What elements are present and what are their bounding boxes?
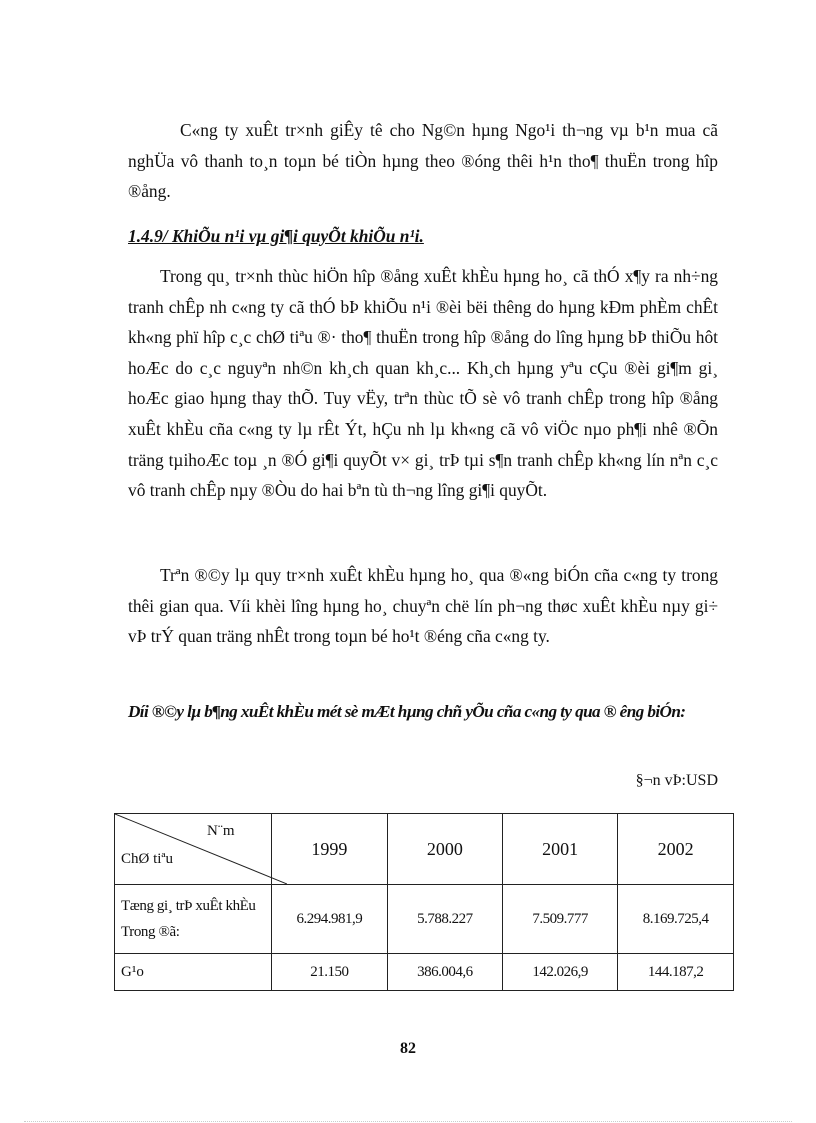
table-intro-heading: Díi ®©y lµ b¶ng xuÊt khÈu mét sè mÆt hµng chñ yÕu cña c«ng ty qua ® êng biÓn: [128, 702, 686, 721]
paragraph-payment-text: C«ng ty xuÊt tr×nh giÊy tê cho Ng©n hµng Ngo¹i th¬ng vµ b¹n mua cã nghÜa vô thanh to¸n toµn bé tiÒn hµng theo ®óng thêi h¹n tho¶ thuËn trong hîp ®ång. [128, 120, 718, 202]
row-label-total-line1: Tæng gi¸ trÞ xuÊt khÈu [121, 898, 256, 914]
table-cell: 142.026,9 [502, 954, 617, 991]
unit-label: §¬n vÞ:USD [635, 772, 718, 789]
row-label-total [115, 885, 272, 954]
paragraph-disputes-text: Trong qu¸ tr×nh thùc hiÖn hîp ®ång xuÊt khÈu hµng ho¸ cã thÓ x¶y ra nh÷ng tranh chÊp nh c«ng ty cã thÓ bÞ khiÕu n¹i ®èi bëi thêng do hµng kÐm phÈm chÊt kh«ng phï hîp c¸c chØ tiªu ®· tho¶ thuËn trong hîp ®ång do lîng hµng bÞ thiÕu hôt hoÆc do c¸c nguyªn nh©n kh¸ch quan kh¸c... Kh¸ch hµng yªu cÇu ®èi gi¶m gi¸ hoÆc giao hµng thay thÕ. Tuy vËy, trªn thùc tÕ sè vô tranh chÊp trong hîp ®ång xuÊt khÈu cña c«ng ty lµ rÊt Ýt, hÇu nh lµ kh«ng cã vô viÖc nµo ph¶i nhê ®Õn träng tµihoÆc toµ ¸n ®Ó gi¶i quyÕt v× gi¸ trÞ tµi s¶n tranh chÊp kh«ng lín nªn c¸c vô tranh chÊp nµy ®Òu do hai bªn tù th¬ng lîng gi¶i quyÕt. [128, 266, 718, 501]
corner-diagonal-line [115, 814, 287, 884]
table-cell: 386.004,6 [387, 954, 502, 991]
table-row [115, 885, 734, 954]
paragraph-payment [128, 115, 718, 207]
table-cell: 8.169.725,4 [618, 885, 734, 954]
page-number: 82 [400, 1040, 416, 1057]
table-row [115, 954, 734, 991]
table-cell: 5.788.227 [387, 885, 502, 954]
export-table [114, 813, 734, 991]
paragraph-summary-text: Trªn ®©y lµ quy tr×nh xuÊt khÈu hµng ho¸ qua ®«ng biÓn cña c«ng ty trong thêi gian qua. Víi khèi lîng hµng ho¸ chuyªn chë lín ph¬ng thøc xuÊt khÈu nµy gi÷ vÞ trÝ quan träng nhÊt trong toµn bé ho¹t ®éng cña c«ng ty. [128, 565, 718, 647]
row-label-total-line2: Trong ®ã: [121, 924, 180, 940]
table-header-row [115, 814, 734, 885]
table-cell: 21.150 [272, 954, 388, 991]
corner-indicator-label: ChØ tiªu [121, 851, 174, 867]
table-cell: 6.294.981,9 [272, 885, 388, 954]
paragraph-summary [128, 560, 718, 652]
year-header-2002: 2002 [618, 814, 734, 885]
row-label-rice: G¹o [115, 954, 272, 991]
section-heading: 1.4.9/ KhiÕu n¹i vµ gi¶i quyÕt khiÕu n¹i. [128, 226, 424, 246]
year-header-2000: 2000 [387, 814, 502, 885]
footer-divider [24, 1121, 792, 1122]
table-corner-cell [115, 814, 272, 885]
table-cell: 7.509.777 [502, 885, 617, 954]
corner-year-label: N¨m [207, 823, 235, 839]
table-cell: 144.187,2 [618, 954, 734, 991]
year-header-2001: 2001 [502, 814, 617, 885]
year-header-1999: 1999 [272, 814, 388, 885]
paragraph-disputes [128, 261, 718, 506]
